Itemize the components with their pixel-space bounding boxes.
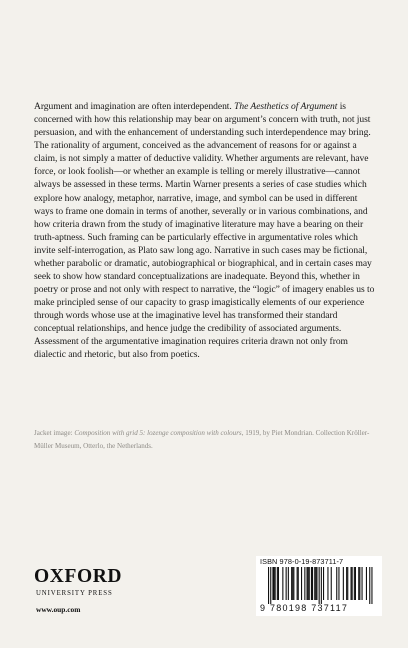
barcode-bar (369, 567, 370, 604)
book-title: The Aesthetics of Argument (234, 101, 338, 112)
barcode-bar (359, 567, 360, 600)
barcode-bar (358, 567, 359, 600)
barcode-bar (319, 567, 320, 604)
barcode-bar (316, 567, 317, 600)
barcode-bar (343, 567, 344, 600)
barcode-bar (268, 567, 269, 604)
barcode-bar (308, 567, 309, 600)
barcode-bar (309, 567, 310, 600)
barcode-bar (291, 567, 292, 600)
barcode-bar (304, 567, 305, 600)
barcode-bar (366, 567, 367, 600)
credit-suffix: , 1919, by Piet Mondrian. Collection Kröller-Müller Museum, Otterlo, the Netherlands. (34, 429, 370, 451)
barcode-bar (275, 567, 276, 600)
barcode-bar (346, 567, 347, 600)
blurb-paragraph (34, 100, 379, 362)
barcode-bar (277, 567, 278, 600)
artwork-title: Composition with grid 5: lozenge composition with colours (74, 429, 242, 437)
barcode-bar (292, 567, 293, 600)
barcode-bar (274, 567, 275, 600)
barcode-bar (270, 567, 271, 604)
jacket-image-credit (34, 427, 379, 453)
credit-prefix: Jacket image: (34, 429, 75, 437)
isbn-barcode-box (256, 556, 382, 616)
barcode-bar (293, 567, 294, 600)
publisher-name: OXFORD (34, 566, 123, 587)
barcode-bar (315, 567, 316, 600)
barcode-bar (351, 567, 352, 600)
barcode-graphic (256, 567, 382, 604)
barcode-bar (282, 567, 283, 600)
publisher-logo (34, 567, 144, 597)
barcode-bar (288, 567, 289, 600)
barcode-bar (331, 567, 332, 600)
barcode-bar (297, 567, 298, 600)
barcode-bar (355, 567, 356, 600)
blurb-text-body: is concerned with how this relationship may bear on argument’s concern with truth, not just persuasion, and with the enhancement of understanding such interdependence may bring. The rationality of argument, conceived as the advancement of reasons for or against a claim, is not simply a matter of deductive validity. Whether arguments are relevant, have force, or look foolish—or whether an example is telling or merely illustrative—cannot always be assessed in these terms. Martin Warner presents a series of case studies which explore how analogy, metaphor, narrative, image, and symbol can be used in different ways to frame one domain in terms of another, severally or in various combinations, and how criteria drawn from the study of imaginative literature may have a bearing on their truth-aptness. Such framing can be particularly effective in argumentative roles which invite self-interrogation, as Plato saw long ago. Narrative in such cases may be fictional, whether parabolic or dramatic, autobiographical or biographical, and in certain cases may seek to show how standard conceptualizations are inadequate. Beyond this, whether in poetry or prose and not only with respect to narrative, the “logic” of imagery enables us to make principled sense of our capacity to grasp imagistically elements of our experience through words whose use at the imaginative level has transformed their standard conceptual relationships, and hence judge the credibility of associated arguments. Assessment of the argumentative imagination requires criteria drawn not only from dialectic and rhetoric, but also from poetics. (34, 101, 375, 361)
barcode-bar (327, 567, 328, 600)
barcode-bar (278, 567, 279, 600)
barcode-bar (312, 567, 313, 600)
barcode-bar (362, 567, 363, 600)
barcode-bar (323, 567, 324, 600)
barcode-bar (352, 567, 353, 600)
barcode-bar (298, 567, 299, 600)
barcode-bar (301, 567, 302, 600)
publisher-subtitle: UNIVERSITY PRESS (36, 590, 113, 597)
isbn-label: ISBN 978-0-19-873711-7 (260, 557, 344, 566)
credit-line (34, 427, 379, 453)
barcode-bar (321, 567, 322, 604)
barcode-bar (338, 567, 339, 600)
barcode-bar (286, 567, 287, 600)
back-cover-blurb (34, 100, 379, 362)
barcode-bar (272, 567, 273, 600)
barcode-bar (336, 567, 337, 600)
barcode-bar (347, 567, 348, 600)
barcode-bar (314, 567, 315, 600)
barcode-bar (371, 567, 372, 604)
blurb-text-intro: Argument and imagination are often interdependent. (34, 101, 235, 112)
publisher-url: www.oup.com (36, 605, 81, 614)
barcode-bar (311, 567, 312, 600)
barcode-number: 9 780198 737117 (260, 603, 349, 613)
barcode-bar (307, 567, 308, 600)
barcode-bar (354, 567, 355, 600)
